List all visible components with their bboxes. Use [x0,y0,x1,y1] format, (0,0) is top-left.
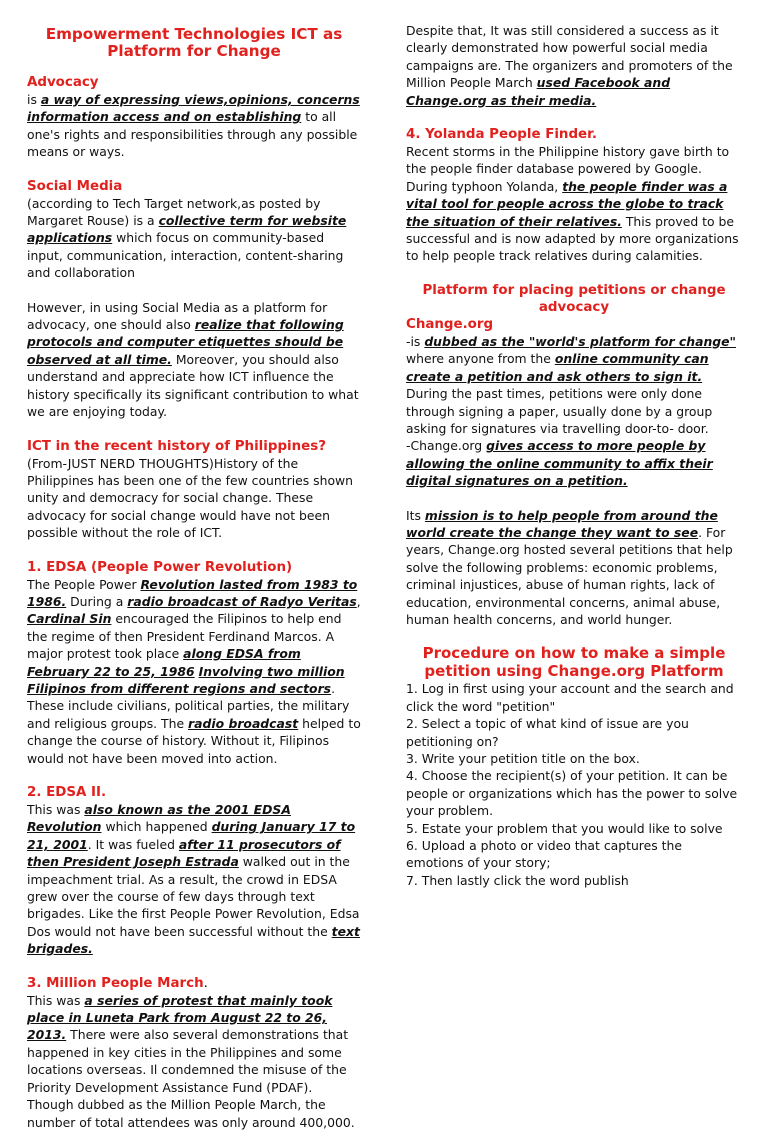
text-run: The People Power [27,576,141,592]
million-march-heading [27,975,361,992]
text-run: Moreover, you should also understand and appreciate how ICT influence the history specifically its significant contribution to what we are enjoying today. [27,351,359,420]
changeorg-access-text [406,437,742,489]
emphasis-text: a series of protest that mainly took place in Luneta Park from August 22 to 26, 2013. [27,992,333,1043]
text-run: . For years, Change.org hosted several petitions that help solve the following problems: economic problems, criminal injustices, abuse of human rights, lack of education, environmental concerns, animal abuse, human health concerns, and world hunger. [406,524,733,627]
text-run: However, in using Social Media as a platform for advocacy, one should also [27,299,328,333]
advocacy-section [27,74,361,161]
mission-paragraph [406,507,742,629]
text-run: , [356,593,361,609]
left-column [27,22,361,1131]
social-media-text [27,195,361,282]
emphasis-text: radio broadcast [188,715,299,731]
text-run: There were also several demonstrations that happened in key cities in the Philippines and some locations overseas. Il condemned the misuse of the Priority Development Assistance Fund (PDAF). Though dubbed as the Million People March, the number of total attendees was only around 400,000. [27,1027,355,1130]
text-run: This was [27,802,85,817]
emphasis-text: during January 17 to 21, 2001 [27,819,356,852]
document-title: Empowerment Technologies ICT as Platform for Change [45,25,343,60]
procedure-section [406,645,742,889]
emphasis-text: after 11 prosecutors of then President Joseph Estrada [27,836,341,870]
edsa1-text [27,576,361,767]
changeorg-heading: Change.org [406,316,494,332]
social-media-section [27,178,361,282]
emphasis-text: Cardinal Sin [27,611,112,627]
edsa2-heading: 2. EDSA II. [27,785,107,800]
text-run: walked out in the impeachment trial. As a result, the crowd in EDSA grew over the course of few days through text brigades. Like the first People Power Revolution, Edsa Dos would not have been successful without the [27,854,360,939]
advocacy-heading: Advocacy [27,75,99,90]
advocacy-text [27,91,361,161]
heading-text: 3. Million People March [27,975,204,991]
text-run: -Change.org [406,438,487,454]
however-paragraph [27,299,361,421]
text-run: Its [406,507,425,523]
text-run: . It was fueled [87,836,179,852]
emphasis-text: online community can create a petition and ask others to sign it. [406,351,709,384]
text-run: This proved to be successful and is now adapted by more organizations to help people track relatives during calamities. [406,213,739,264]
procedure-step: 7. Then lastly click the word publish [406,872,629,888]
text-run: . These include civilians, political parties, the military and religious groups. The [27,680,350,731]
text-run: is [27,92,41,107]
changeorg-section [406,316,742,490]
emphasis-text: text brigades. [27,923,360,957]
changeorg-text [406,333,742,437]
text-run: where anyone from the [406,351,555,367]
emphasis-text: the people finder was a vital tool for people across the globe to track the situation of their relatives. [406,178,728,229]
ict-history-heading: ICT in the recent history of Philippines? [27,438,326,454]
edsa2-section [27,784,361,958]
text-run: During the past times, petitions were only done through signing a paper, usually done by a group asking for signatures via travelling door-to- door. [406,386,713,436]
text-run: Recent storms in the Philippine history gave birth to the people finder database powered by Google. During typhoon Yolanda, [406,144,730,194]
emphasis-text: dubbed as the "world's platform for change" [424,333,737,349]
emphasis-text: a way of expressing views,opinions, concerns information access and on establishing [27,92,360,125]
procedure-steps [406,680,742,889]
platform-heading: Platform for placing petitions or change advocacy [422,282,726,315]
emphasis-text: radio broadcast of Radyo Veritas [127,593,357,609]
yolanda-text [406,143,742,265]
edsa1-section [27,559,361,767]
procedure-step: 6. Upload a photo or video that captures the emotions of your story; [406,838,682,871]
emphasis-text: used Facebook and Change.org as their media. [406,75,671,108]
right-column [406,22,742,889]
yolanda-heading: 4. Yolanda People Finder. [406,127,597,143]
emphasis-text: Involving two million Filipinos from different regions and sectors [27,663,345,696]
emphasis-text: Revolution lasted from 1983 to 1986. [27,576,358,609]
heading-dot: . [203,975,208,991]
edsa2-text [27,801,361,958]
ict-history-text: (From-JUST NERD THOUGHTS)History of the Philippines has been one of the few countries shown unity and democracy for social change. These advocacy for social change would have not been possible without the role of ICT. [27,455,354,541]
procedure-step: 5. Estate your problem that you would like to solve [406,820,723,836]
emphasis-text: gives access to more people by allowing the online community to affix their digital signatures on a petition. [406,438,713,489]
emphasis-text: collective term for website applications [27,213,347,246]
text-run: to all one's rights and responsibilities through any possible means or ways. [27,109,358,160]
procedure-step: 1. Log in first using your account and the search and click the word "petition" [406,681,734,714]
text-run: encouraged the Filipinos to help end the regime of then President Ferdinand Marcos. A major protest took place [27,611,342,662]
text-run: During a [66,593,128,609]
text-run: which focus on community-based input, communication, interaction, content-sharing and collaboration [27,230,344,281]
text-run: -is [406,333,425,349]
million-march-continued [406,22,742,109]
procedure-step: 4. Choose the recipient(s) of your petition. It can be people or organizations which has the power to solve your problem. [406,768,738,819]
yolanda-section [406,126,742,265]
ict-history-section [27,438,361,542]
emphasis-text: also known as the 2001 EDSA Revolution [27,802,291,835]
text-run: which happened [101,819,212,835]
procedure-heading: Procedure on how to make a simple petition using Change.org Platform [422,644,726,680]
social-media-heading: Social Media [27,178,123,194]
text-run: This was [27,992,85,1008]
emphasis-text: along EDSA from February 22 to 25, 1986 [27,646,301,679]
procedure-step: 2. Select a topic of what kind of issue are you petitioning on? [406,716,689,749]
edsa1-heading: 1. EDSA (People Power Revolution) [27,559,293,575]
emphasis-text: mission is to help people from around the world create the change they want to see [406,507,718,540]
text-run: helped to change the course of history. Without it, Filipinos would not have been moved into action. [27,715,361,766]
emphasis-text: realize that following protocols and computer etiquettes should be observed at all time. [27,317,344,367]
million-march-section [27,975,361,1131]
text-run: (according to Tech Target network,as posted by Margaret Rouse) is a [27,195,321,229]
procedure-step: 3. Write your petition title on the box. [406,751,640,766]
million-march-text [27,992,361,1131]
text-run: Despite that, It was still considered a success as it clearly demonstrated how powerful social media campaigns are. The organizers and promoters of the Million People March [406,23,733,91]
